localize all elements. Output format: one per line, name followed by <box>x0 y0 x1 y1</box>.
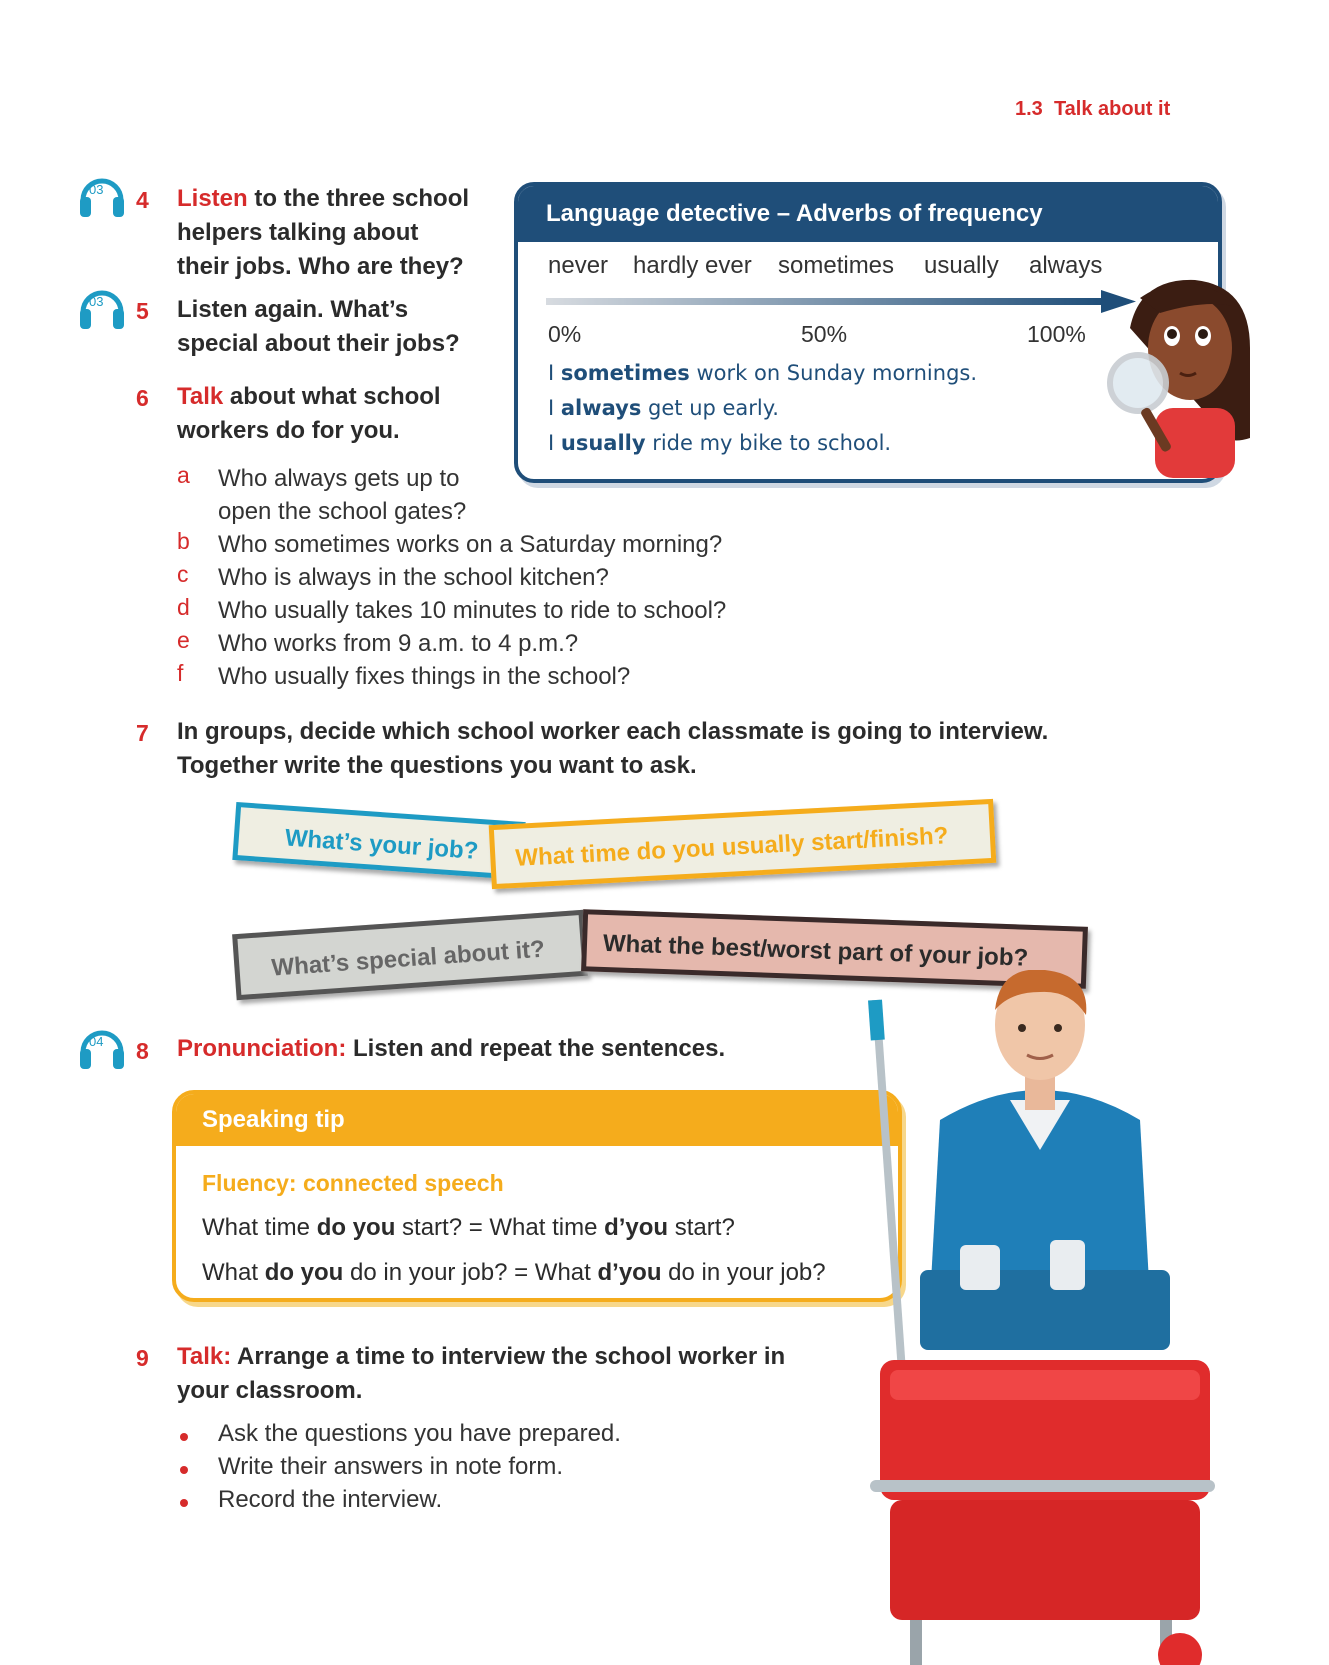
exercise-8-lead: Pronunciation: <box>177 1035 347 1062</box>
exercise-8-instruction <box>177 1032 725 1066</box>
track-number: 03 <box>89 294 104 309</box>
headphones-icon[interactable] <box>77 170 127 220</box>
example-sentence <box>548 431 891 455</box>
exercise-number: 7 <box>136 720 149 746</box>
tip-example-line <box>202 1214 735 1242</box>
example-post: get up early. <box>641 396 779 420</box>
scale-word: hardly ever <box>633 252 752 279</box>
tip-bold: d’you <box>597 1259 662 1286</box>
exercise-number: 5 <box>136 298 149 324</box>
list-item <box>177 1486 777 1519</box>
exercise-number: 4 <box>136 187 149 213</box>
exercise-7-instruction <box>177 715 1127 783</box>
question-card: What’s special about it? <box>232 910 588 1000</box>
example-sentence <box>548 396 779 420</box>
detective-girl-illustration <box>1100 268 1270 478</box>
exercise-6-line2: workers do for you. <box>177 417 400 444</box>
speaking-tip-title: Speaking tip <box>176 1094 898 1146</box>
speaking-tip-subtitle: Fluency: connected speech <box>202 1170 504 1196</box>
language-detective-title: Language detective – Adverbs of frequency <box>518 186 1218 242</box>
track-number: 04 <box>89 1034 104 1049</box>
example-sentence <box>548 361 977 385</box>
example-pre: I <box>548 431 561 455</box>
exercise-9-instruction <box>177 1340 827 1408</box>
exercise-9-bullets <box>177 1420 777 1519</box>
scale-word: sometimes <box>778 252 895 279</box>
bullet-text: Ask the questions you have prepared. <box>218 1420 621 1447</box>
item-text: Who usually fixes things in the school? <box>218 663 631 690</box>
item-text: Who usually takes 10 minutes to ride to school? <box>218 597 727 624</box>
exercise-6-line1: about what school <box>229 383 441 410</box>
example-adverb: sometimes <box>560 361 690 385</box>
example-adverb: usually <box>560 431 646 455</box>
exercise-9-lead: Talk: <box>177 1343 232 1370</box>
item-letter: f <box>177 660 184 686</box>
exercise-7-line2: Together write the questions you want to ask. <box>177 752 697 779</box>
bullet-text: Write their answers in note form. <box>218 1453 564 1480</box>
percent-label: 50% <box>801 321 848 347</box>
item-text: Who works from 9 a.m. to 4 p.m.? <box>218 630 579 657</box>
exercise-number: 9 <box>136 1345 149 1371</box>
example-post: work on Sunday mornings. <box>689 361 978 385</box>
speaking-tip-box <box>172 1090 902 1302</box>
example-pre: I <box>548 361 561 385</box>
item-letter: d <box>177 594 190 620</box>
section-title: Talk about it <box>1053 98 1171 120</box>
track-number: 03 <box>89 182 104 197</box>
list-item <box>177 1420 777 1453</box>
tip-text: What <box>202 1259 265 1286</box>
exercise-6-questions <box>177 462 797 693</box>
exercise-7-line1: In groups, decide which school worker each classmate is going to interview. <box>177 718 1049 745</box>
exercise-5-line1: Listen again. What’s <box>177 296 409 323</box>
bullet-icon <box>180 1433 188 1441</box>
list-item <box>177 627 797 660</box>
exercise-5-line2: special about their jobs? <box>177 330 460 357</box>
bullet-icon <box>180 1466 188 1474</box>
bullet-text: Record the interview. <box>218 1486 443 1513</box>
question-card: What time do you usually start/finish? <box>489 799 997 889</box>
school-caretaker-photo <box>850 970 1230 1665</box>
list-item <box>177 660 797 693</box>
section-label <box>1015 98 1170 121</box>
exercise-number: 6 <box>136 385 149 411</box>
tip-text: do in your job? <box>661 1259 826 1286</box>
exercise-6-lead: Talk <box>177 383 224 410</box>
exercise-4-lead: Listen <box>177 185 248 212</box>
list-item <box>177 528 797 561</box>
example-adverb: always <box>560 396 642 420</box>
scale-word: always <box>1029 252 1103 279</box>
exercise-4-line2: helpers talking about <box>177 219 419 246</box>
item-text-line1: Who always gets up to <box>218 465 460 492</box>
question-card: What’s your job? <box>232 802 525 880</box>
item-letter: b <box>177 528 190 554</box>
tip-text: do in your job? = What <box>343 1259 598 1286</box>
tip-bold: d’you <box>604 1214 669 1241</box>
headphones-icon[interactable] <box>77 282 127 332</box>
exercise-4-line3: their jobs. Who are they? <box>177 253 464 280</box>
percent-label: 0% <box>548 321 582 347</box>
exercise-number: 8 <box>136 1038 149 1064</box>
tip-text: What time <box>202 1214 317 1241</box>
section-number: 1.3 <box>1015 98 1043 120</box>
item-text: Who is always in the school kitchen? <box>218 564 609 591</box>
list-item <box>177 1453 777 1486</box>
tip-bold: do you <box>264 1259 344 1286</box>
example-pre: I <box>548 396 561 420</box>
item-letter: a <box>177 462 190 488</box>
exercise-9-line1: Arrange a time to interview the school worker in <box>237 1343 786 1370</box>
item-text: Who sometimes works on a Saturday morning? <box>218 531 723 558</box>
exercise-4-instruction <box>177 182 497 284</box>
exercise-5-instruction <box>177 293 497 361</box>
exercise-4-line1: to the three school <box>254 185 470 212</box>
tip-text: start? = What time <box>395 1214 605 1241</box>
list-item <box>177 594 797 627</box>
item-text <box>218 462 466 528</box>
exercise-9-line2: your classroom. <box>177 1377 363 1404</box>
example-post: ride my bike to school. <box>645 431 892 455</box>
question-card: What the best/worst part of your job? <box>581 909 1088 989</box>
bullet-icon <box>180 1499 188 1507</box>
exercise-6-instruction <box>177 380 497 448</box>
tip-bold: do you <box>316 1214 396 1241</box>
scale-word: never <box>548 252 609 279</box>
headphones-icon[interactable] <box>77 1022 127 1072</box>
item-text-line2: open the school gates? <box>218 498 467 525</box>
exercise-8-text: Listen and repeat the sentences. <box>353 1035 726 1062</box>
scale-word: usually <box>924 252 999 279</box>
item-letter: c <box>177 561 189 587</box>
frequency-arrow-icon <box>546 290 1136 314</box>
percent-label: 100% <box>1027 321 1086 347</box>
list-item <box>177 561 797 594</box>
tip-text: start? <box>668 1214 735 1241</box>
tip-example-line <box>202 1259 826 1287</box>
item-letter: e <box>177 627 190 653</box>
